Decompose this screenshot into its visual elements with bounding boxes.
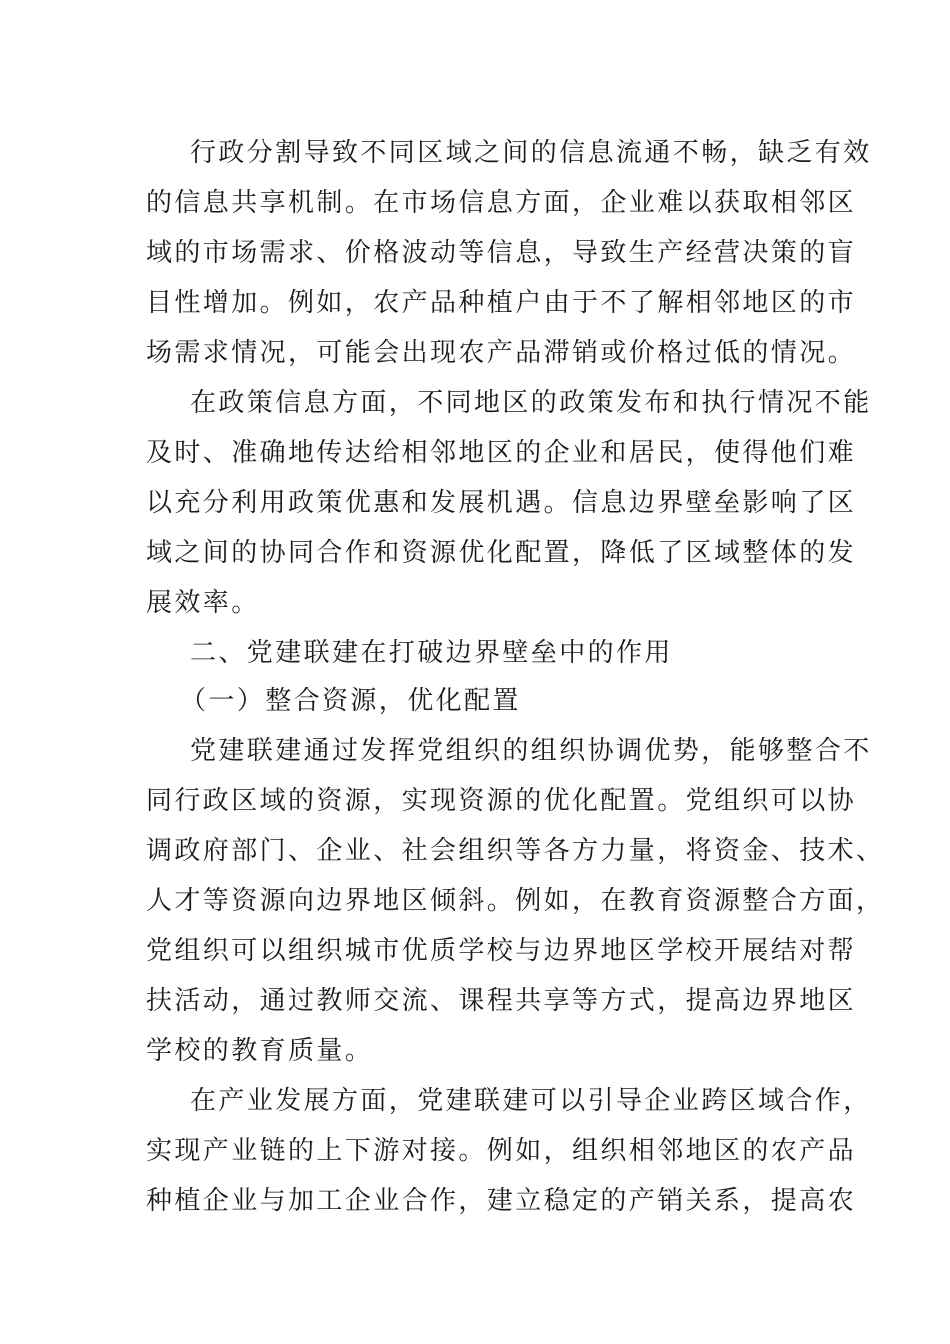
paragraph-line: 在产业发展方面，党建联建可以引导企业跨区域合作， xyxy=(190,1086,872,1116)
paragraph-line: 人才等资源向边界地区倾斜。例如，在教育资源整合方面， xyxy=(146,886,885,916)
paragraph-line: 行政分割导致不同区域之间的信息流通不畅，缺乏有效 xyxy=(190,138,872,168)
paragraph-line: 党组织可以组织城市优质学校与边界地区学校开展结对帮 xyxy=(146,936,857,966)
paragraph-line: 种植企业与加工企业合作，建立稳定的产销关系，提高农 xyxy=(146,1186,857,1216)
paragraph-line: 实现产业链的上下游对接。例如，组织相邻地区的农产品 xyxy=(146,1136,857,1166)
paragraph-line: 展效率。 xyxy=(146,588,260,618)
paragraph-line: 场需求情况，可能会出现农产品滞销或价格过低的情况。 xyxy=(146,338,857,368)
paragraph-line: 党建联建通过发挥党组织的组织协调优势，能够整合不 xyxy=(190,736,872,766)
paragraph-line: 目性增加。例如，农产品种植户由于不了解相邻地区的市 xyxy=(146,288,857,318)
paragraph-line: 及时、准确地传达给相邻地区的企业和居民，使得他们难 xyxy=(146,438,857,468)
paragraph-line: 同行政区域的资源，实现资源的优化配置。党组织可以协 xyxy=(146,786,857,816)
paragraph-line: 域的市场需求、价格波动等信息，导致生产经营决策的盲 xyxy=(146,238,857,268)
paragraph-line: 以充分利用政策优惠和发展机遇。信息边界壁垒影响了区 xyxy=(146,488,857,518)
paragraph-line: 调政府部门、企业、社会组织等各方力量，将资金、技术、 xyxy=(146,836,885,866)
paragraph-line: 扶活动，通过教师交流、课程共享等方式，提高边界地区 xyxy=(146,986,857,1016)
paragraph-line: 学校的教育质量。 xyxy=(146,1036,374,1066)
paragraph-line: 在政策信息方面，不同地区的政策发布和执行情况不能 xyxy=(190,388,872,418)
paragraph-line: 域之间的协同合作和资源优化配置，降低了区域整体的发 xyxy=(146,538,857,568)
subsection-heading: （一）整合资源，优化配置 xyxy=(180,686,521,716)
section-heading: 二、党建联建在打破边界壁垒中的作用 xyxy=(190,638,673,668)
paragraph-line: 的信息共享机制。在市场信息方面，企业难以获取相邻区 xyxy=(146,188,857,218)
